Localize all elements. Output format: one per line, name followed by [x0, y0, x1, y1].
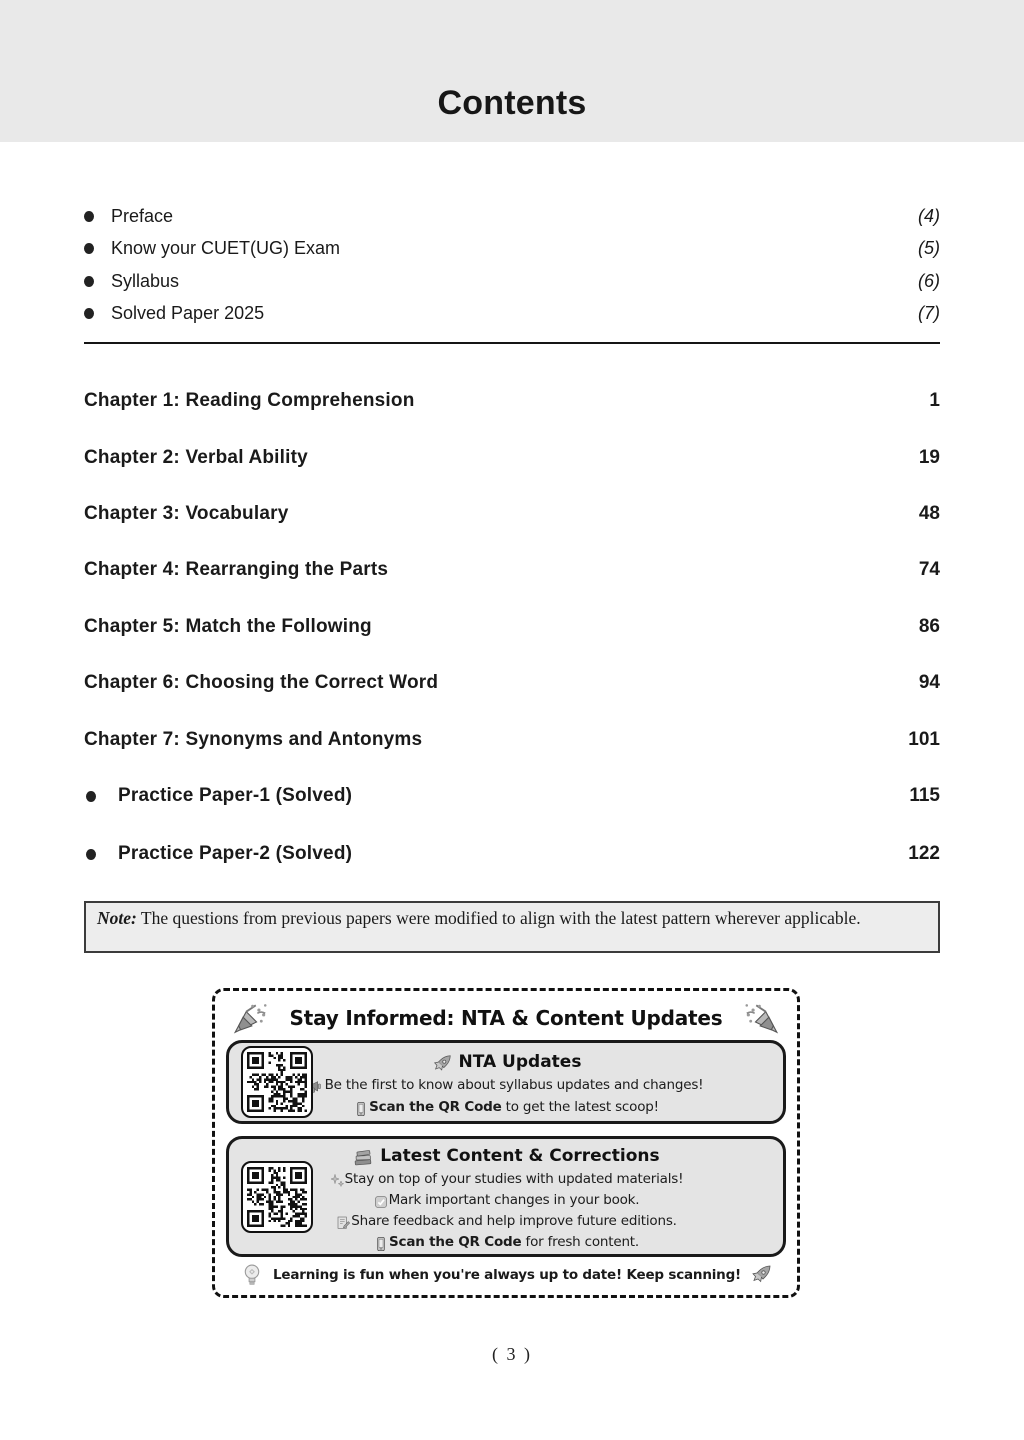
line-text: Stay on top of your studies with updated materials! [344, 1171, 684, 1187]
update-line [239, 1169, 773, 1190]
bullet-icon [84, 308, 94, 319]
note-box [84, 901, 940, 953]
line-text: for fresh content. [521, 1234, 639, 1250]
chapter-label: Chapter 3: Vocabulary [84, 502, 289, 524]
qr-code [241, 1161, 313, 1233]
chapter-label: Chapter 2: Verbal Ability [84, 446, 308, 468]
front-matter-list [84, 200, 940, 330]
section-heading-text: NTA Updates [458, 1052, 582, 1072]
bullet-icon [84, 276, 94, 287]
table-row [84, 429, 940, 485]
chapter-page-number: 74 [918, 559, 940, 581]
mobile-phone-icon [353, 1101, 369, 1117]
practice-paper-page-number: 115 [909, 785, 940, 807]
update-line [239, 1232, 773, 1253]
chapter-list [84, 373, 940, 883]
chapter-label: Chapter 1: Reading Comprehension [84, 390, 415, 412]
chapter-page-number: 1 [929, 390, 940, 412]
updates-panel [212, 988, 800, 1298]
front-matter-page-number: (7) [918, 303, 940, 324]
books-icon [352, 1147, 374, 1169]
chapter-page-number: 86 [918, 615, 940, 637]
qr-code [241, 1046, 313, 1118]
bullet-icon [84, 211, 94, 222]
section-heading [239, 1049, 773, 1075]
sparkles-icon [329, 1173, 345, 1189]
line-bold-text: Scan the QR Code [369, 1098, 502, 1115]
table-row [84, 826, 940, 883]
chapter-page-number: 48 [918, 502, 940, 524]
front-matter-page-number: (5) [918, 238, 940, 259]
panel-footer-text: Learning is fun when you're always up to date! Keep scanning! [273, 1267, 741, 1283]
party-popper-icon [742, 999, 780, 1037]
line-text: Share feedback and help improve future editions. [351, 1213, 677, 1229]
check-box-icon [373, 1194, 389, 1210]
party-popper-icon [232, 999, 270, 1037]
section-heading [239, 1143, 773, 1169]
chapter-page-number: 19 [918, 446, 940, 468]
page-header [0, 0, 1024, 142]
front-matter-page-number: (6) [918, 270, 940, 291]
chapter-page-number: 101 [908, 728, 940, 750]
front-matter-label: Preface [111, 205, 174, 226]
chapter-label: Chapter 5: Match the Following [84, 615, 372, 637]
chapter-label: Chapter 7: Synonyms and Antonyms [84, 728, 423, 750]
front-matter-label: Solved Paper 2025 [111, 303, 265, 324]
table-row [84, 486, 940, 542]
front-matter-label: Syllabus [111, 270, 180, 291]
qr-code-pattern [247, 1052, 307, 1112]
update-line [239, 1211, 773, 1232]
table-row [84, 655, 940, 711]
update-line [239, 1097, 773, 1119]
nta-updates-section [226, 1040, 786, 1124]
update-line [239, 1190, 773, 1211]
rocket-icon [431, 1053, 453, 1075]
practice-paper-label: Practice Paper-1 (Solved) [118, 785, 353, 807]
practice-paper-page-number: 122 [908, 843, 940, 865]
chapter-page-number: 94 [918, 672, 940, 694]
updates-panel-title-row [226, 996, 786, 1040]
table-row [84, 711, 940, 767]
rocket-icon [749, 1263, 773, 1287]
note-label: Note: [97, 908, 137, 928]
line-text: to get the latest scoop! [501, 1098, 659, 1115]
section-heading-text: Latest Content & Corrections [380, 1146, 660, 1166]
front-matter-label: Know your CUET(UG) Exam [111, 238, 341, 259]
note-text [97, 907, 927, 929]
table-row [84, 542, 940, 598]
page-number: ( 3 ) [492, 1344, 532, 1364]
chapter-label: Chapter 6: Choosing the Correct Word [84, 672, 439, 694]
updates-panel-title: Stay Informed: NTA & Content Updates [289, 1006, 723, 1030]
bullet-icon [86, 849, 96, 860]
bullet-icon [84, 243, 94, 254]
table-row [84, 768, 940, 825]
line-text: Mark important changes in your book. [388, 1192, 640, 1208]
list-item [84, 233, 940, 266]
list-item [84, 298, 940, 331]
memo-icon [335, 1215, 351, 1231]
front-matter-page-number: (4) [918, 205, 940, 226]
divider-line [84, 342, 940, 344]
chapter-label: Chapter 4: Rearranging the Parts [84, 559, 389, 581]
list-item [84, 265, 940, 298]
list-item [84, 200, 940, 233]
qr-code-pattern [247, 1167, 307, 1227]
page-title: Contents [437, 84, 587, 122]
practice-paper-label: Practice Paper-2 (Solved) [118, 843, 353, 865]
mobile-phone-icon [373, 1236, 389, 1252]
line-text: Be the first to know about syllabus updates and changes! [324, 1077, 704, 1093]
update-line [239, 1075, 773, 1097]
table-row [84, 373, 940, 429]
latest-content-section [226, 1136, 786, 1257]
table-row [84, 599, 940, 655]
updates-panel-footer [226, 1262, 786, 1288]
bullet-icon [86, 791, 96, 802]
note-body: The questions from previous papers were modified to align with the latest pattern wherever applicable. [140, 908, 861, 928]
line-bold-text: Scan the QR Code [389, 1234, 522, 1250]
lightbulb-icon [239, 1262, 265, 1288]
